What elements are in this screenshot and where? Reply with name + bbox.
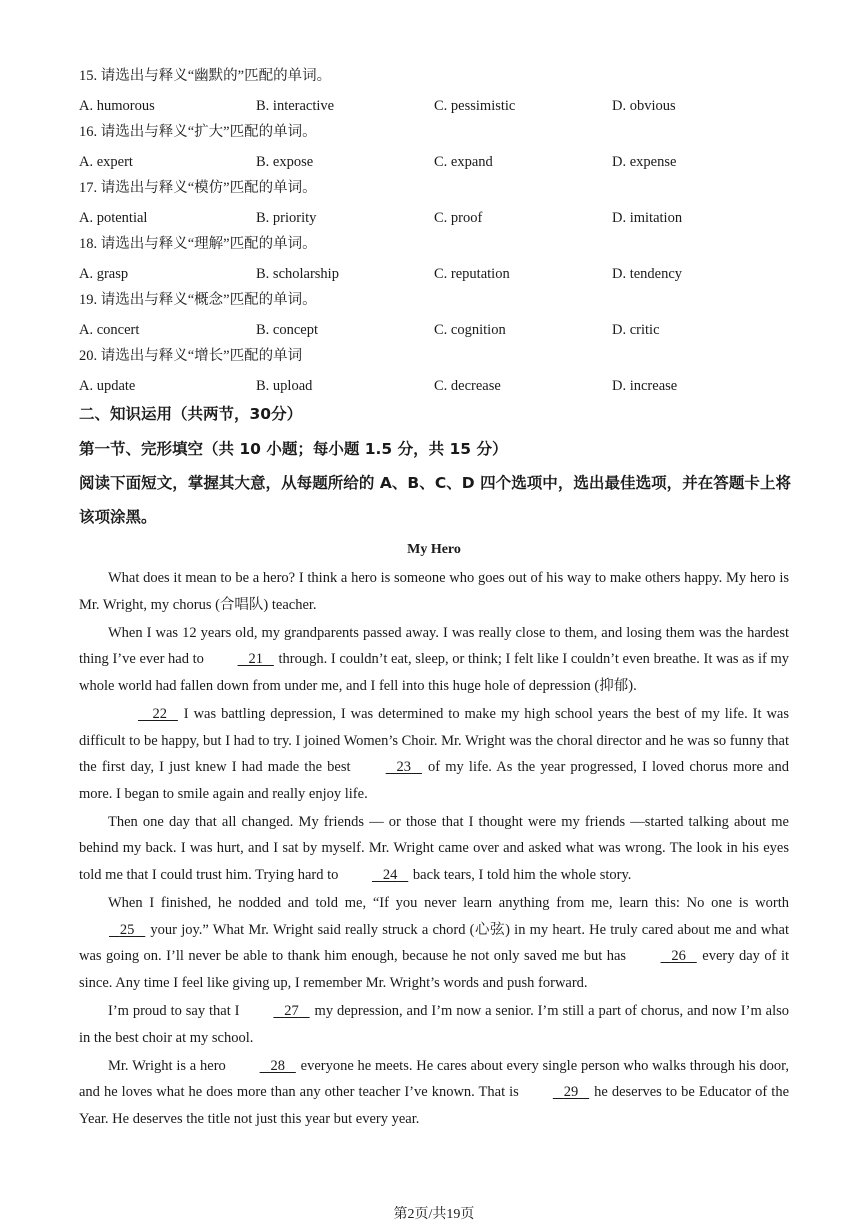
option-b: B. priority <box>256 210 317 226</box>
option-d: D. tendency <box>612 266 683 282</box>
option-b: B. scholarship <box>256 266 339 282</box>
passage-text: your joy.” What Mr. Wright said really struck a chord (心弦) in my heart. He truly cared about me and what was going on. I’ll never be able to thank him enough, because he not only saved me but has <box>79 921 789 965</box>
option-c: C. expand <box>434 154 493 170</box>
passage-body <box>79 565 789 1134</box>
question-19-stem: 19. 请选出与释义“概念”匹配的单词。 <box>79 292 317 308</box>
passage-text: Mr. Wright is a hero <box>108 1057 230 1074</box>
option-a: A. update <box>79 378 136 394</box>
cloze-blank-26: 26 <box>671 948 686 965</box>
cloze-blank-27: 27 <box>284 1003 299 1019</box>
question-16-options <box>79 153 799 171</box>
question-17-options <box>79 209 799 227</box>
passage-text: Then one day that all changed. My friends — or those that I thought were my friends —started talking about me behind my back. I was hurt, and I sat by myself. Mr. Wright came over and asked what was wrong. The look in his eyes told me that I could trust him. Trying hard to <box>79 813 789 884</box>
passage-paragraph-6 <box>79 998 789 1051</box>
question-17-stem: 17. 请选出与释义“模仿”匹配的单词。 <box>79 180 317 196</box>
cloze-blank-23: 23 <box>396 759 412 776</box>
passage-paragraph-4 <box>79 809 789 889</box>
passage-paragraph-7 <box>79 1053 789 1133</box>
option-b: B. upload <box>256 378 313 394</box>
passage-text: I was battling depression, I was determined to make my high school years the best of my life. It was difficult to be happy, but I had to try. I joined Women’s Choir. Mr. Wright was the choral director and he was so funny that the first day, I just knew I had made the best <box>79 705 789 776</box>
option-b: B. interactive <box>256 98 335 114</box>
passage-text: my depression, and I’m now a senior. I’m still a part of chorus, and now I’m also in the best choir at my school. <box>79 1003 789 1046</box>
passage-paragraph-3 <box>79 701 789 807</box>
passage-text: everyone he meets. He cares about every single person who walks through his door, and he loves what he does more than any other teacher I’ve known. That is <box>79 1057 789 1101</box>
passage-text: When I finished, he nodded and told me, “If you never learn anything from me, learn this: No one is worth <box>108 895 789 912</box>
passage-text: When I was 12 years old, my grandparents passed away. I was really close to them, and losing them was the hardest thing I’ve ever had to <box>79 624 789 668</box>
option-c: C. cognition <box>434 322 506 338</box>
option-d: D. expense <box>612 154 677 170</box>
section-heading: 二、知识运用（共两节，30分） <box>79 405 303 423</box>
option-d: D. critic <box>612 322 660 338</box>
question-19-options <box>79 321 799 339</box>
cloze-blank-24: 24 <box>382 867 398 884</box>
option-b: B. concept <box>256 322 319 338</box>
passage-text: I’m proud to say that I <box>108 1003 244 1019</box>
question-20-stem: 20. 请选出与释义“增长”匹配的单词 <box>79 348 303 364</box>
option-c: C. proof <box>434 210 483 226</box>
question-18-stem: 18. 请选出与释义“理解”匹配的单词。 <box>79 236 317 252</box>
section-subheading: 第一节、完形填空（共 10 小题；每小题 1.5 分，共 15 分） <box>79 440 508 458</box>
option-a: A. grasp <box>79 266 129 282</box>
question-16-stem: 16. 请选出与释义“扩大”匹配的单词。 <box>79 124 317 140</box>
passage-paragraph-5 <box>79 890 789 996</box>
option-d: D. imitation <box>612 210 683 226</box>
cloze-blank-28: 28 <box>270 1057 285 1074</box>
passage-text: he deserves to be Educator of the Year. He deserves the title not just this year but every year. <box>79 1084 790 1127</box>
option-b: B. expose <box>256 154 314 170</box>
question-15-options <box>79 97 799 115</box>
question-20-options <box>79 377 799 395</box>
passage-text: of my life. As the year progressed, I loved chorus more and more. I began to smile again and really enjoy life. <box>79 759 789 802</box>
cloze-blank-29: 29 <box>563 1084 579 1101</box>
option-c: C. reputation <box>434 266 510 282</box>
option-a: A. potential <box>79 210 148 226</box>
question-18-options <box>79 265 799 283</box>
option-a: A. expert <box>79 154 133 170</box>
passage-text: every day of it since. Any time I feel like giving up, I remember Mr. Wright’s words and push forward. <box>79 948 789 991</box>
passage-text: back tears, I told him the whole story. <box>409 867 632 884</box>
page-number: 第2页/共19页 <box>393 1207 475 1222</box>
option-c: C. decrease <box>434 378 501 394</box>
option-a: A. humorous <box>79 98 155 114</box>
passage-title: My Hero <box>407 542 461 557</box>
passage-text: through. I couldn’t eat, sleep, or think; I felt like I couldn’t even breathe. It was as if my whole world had fallen down from under me, and I fell into this huge hole of depression (抑郁). <box>79 651 789 694</box>
cloze-blank-21: 21 <box>248 651 263 668</box>
option-c: C. pessimistic <box>434 98 516 114</box>
passage-paragraph-2 <box>79 620 789 700</box>
question-15-stem: 15. 请选出与释义“幽默的”匹配的单词。 <box>79 68 332 84</box>
section-instruction: 阅读下面短文，掌握其大意，从每题所给的 A、B、C、D 四个选项中，选出最佳选项，并在答题卡上将该项涂黑。 <box>79 474 791 526</box>
cloze-blank-22: 22 <box>152 705 167 722</box>
cloze-blank-25: 25 <box>119 921 135 938</box>
option-a: A. concert <box>79 322 140 338</box>
option-d: D. increase <box>612 378 678 394</box>
option-d: D. obvious <box>612 98 676 114</box>
passage-paragraph-1: What does it mean to be a hero? I think a hero is someone who goes out of his way to make others happy. My hero is Mr. Wright, my chorus (合唱队) teacher. <box>79 570 789 613</box>
